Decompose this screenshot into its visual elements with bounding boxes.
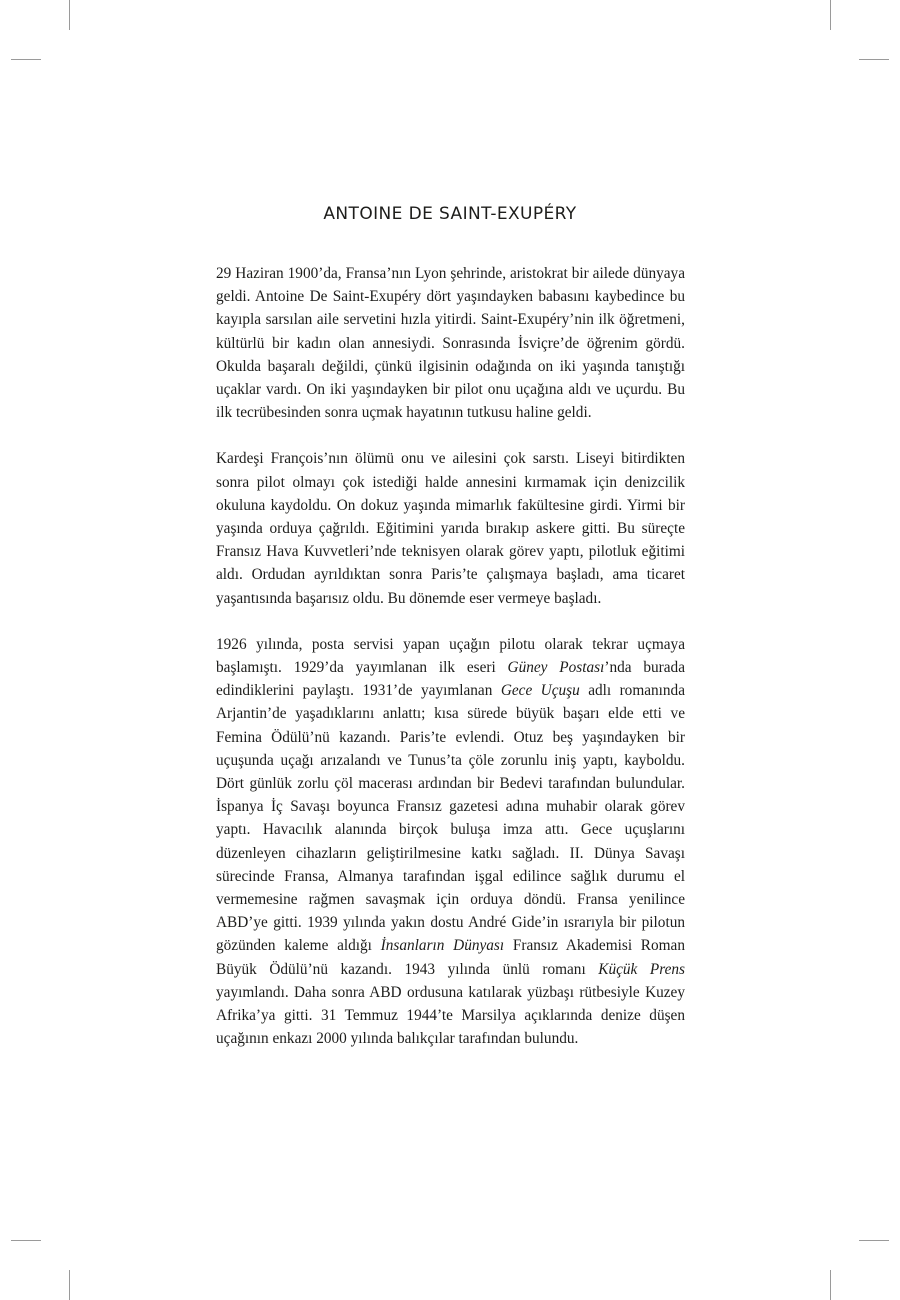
crop-mark-bottom-right-vertical bbox=[830, 1270, 831, 1300]
book-title-italic: Küçük Prens bbox=[598, 960, 685, 978]
text-segment: Fransız Akademisi Roman Büyük Ödülü’nü kazandı. 1943 yılında ünlü romanı bbox=[216, 937, 685, 978]
paragraph bbox=[216, 262, 685, 424]
crop-mark-top-left-vertical bbox=[69, 0, 70, 30]
crop-mark-top-right-vertical bbox=[830, 0, 831, 30]
book-title-italic: Güney Postası bbox=[507, 659, 605, 677]
paragraph bbox=[216, 633, 685, 1051]
crop-mark-bottom-right-horizontal bbox=[859, 1240, 889, 1241]
text-segment: adlı romanında Arjantin’de yaşadıklarını anlattı; kısa sürede büyük başarı elde etti ve Femina Ödülü’nü kazandı. Paris’te evlendi. Otuz beş yaşındayken bir uçuşunda uçağı arızalandı ve Tunus’ta çöle zorunlu iniş yaptı, kayboldu. Dört günlük zorlu çöl macerası ardından bir Bedevi tarafından bulundular. İspanya İç Savaşı boyunca Fransız gazetesi adına muhabir olarak görev yaptı. Havacılık alanında birçok buluşa imza attı. Gece uçuşlarını düzenleyen cihazların geliştirilmesine katkı sağladı. II. Dünya Savaşı sürecinde Fransa, Almanya tarafından işgal edilince sağlık durumu el vermemesine rağmen savaşmak için orduya döndü. Fransa yenilince ABD’ye gitti. 1939 yılında yakın dostu André Gide’in ısrarıyla bir pilotun gözünden kaleme aldığı bbox=[216, 682, 685, 955]
biography-text bbox=[216, 262, 685, 1074]
crop-mark-top-right-horizontal bbox=[859, 59, 889, 60]
book-title-italic: İnsanların Dünyası bbox=[380, 937, 505, 955]
text-segment: 29 Haziran 1900’da, Fransa’nın Lyon şehrinde, aristokrat bir ailede dünyaya geldi. Antoine De Saint-Exupéry dört yaşındayken babasını kaybedince bu kayıpla sarsılan aile servetini hızla yitirdi. Saint-Exupéry’nin ilk öğretmeni, kültürlü bir kadın olan annesiydi. Sonrasında İsviçre’de öğrenim gördü. Okulda başaralı değildi, çünkü ilgisinin odağında on iki yaşında tanıştığı uçaklar vardı. On iki yaşındayken bir pilot onu uçağına aldı ve uçurdu. Bu ilk tecrübesinden sonra uçmak hayatının tutkusu haline geldi. bbox=[216, 265, 685, 422]
book-title-italic: Gece Uçuşu bbox=[500, 682, 580, 700]
crop-mark-top-left-horizontal bbox=[11, 59, 41, 60]
paragraph bbox=[216, 447, 685, 609]
text-segment: yayımlandı. Daha sonra ABD ordusuna katılarak yüzbaşı rütbesiyle Kuzey Afrika’ya gitti. 31 Temmuz 1944’te Marsilya açıklarında denize düşen uçağının enkazı 2000 yılında balıkçılar tarafından bulundu. bbox=[216, 983, 685, 1048]
text-segment: ’nda burada edindiklerini paylaştı. 1931’de yayımlanan bbox=[216, 659, 685, 700]
crop-mark-bottom-left-vertical bbox=[69, 1270, 70, 1300]
crop-mark-bottom-left-horizontal bbox=[11, 1240, 41, 1241]
text-segment: 1926 yılında, posta servisi yapan uçağın pilotu olarak tekrar uçmaya başlamıştı. 1929’da yayımlanan ilk eseri bbox=[216, 635, 685, 677]
text-segment: Kardeşi François’nın ölümü onu ve ailesini çok sarstı. Liseyi bitirdikten sonra pilot olmayı çok istediği halde annesini kırmamak için denizcilik okuluna kaydoldu. On dokuz yaşında mimarlık fakültesine girdi. Yirmi bir yaşında orduya çağrıldı. Eğitimini yarıda bırakıp askere gitti. Bu süreçte Fransız Hava Kuvvetleri’nde teknisyen olarak görev yaptı, pilotluk eğitimi aldı. Ordudan ayrıldıktan sonra Paris’te çalışmaya başladı, ama ticaret yaşantısında başarısız oldu. Bu dönemde eser vermeye başladı. bbox=[216, 450, 685, 607]
page-title: ANTOINE DE SAINT-EXUPÉRY bbox=[323, 204, 577, 224]
